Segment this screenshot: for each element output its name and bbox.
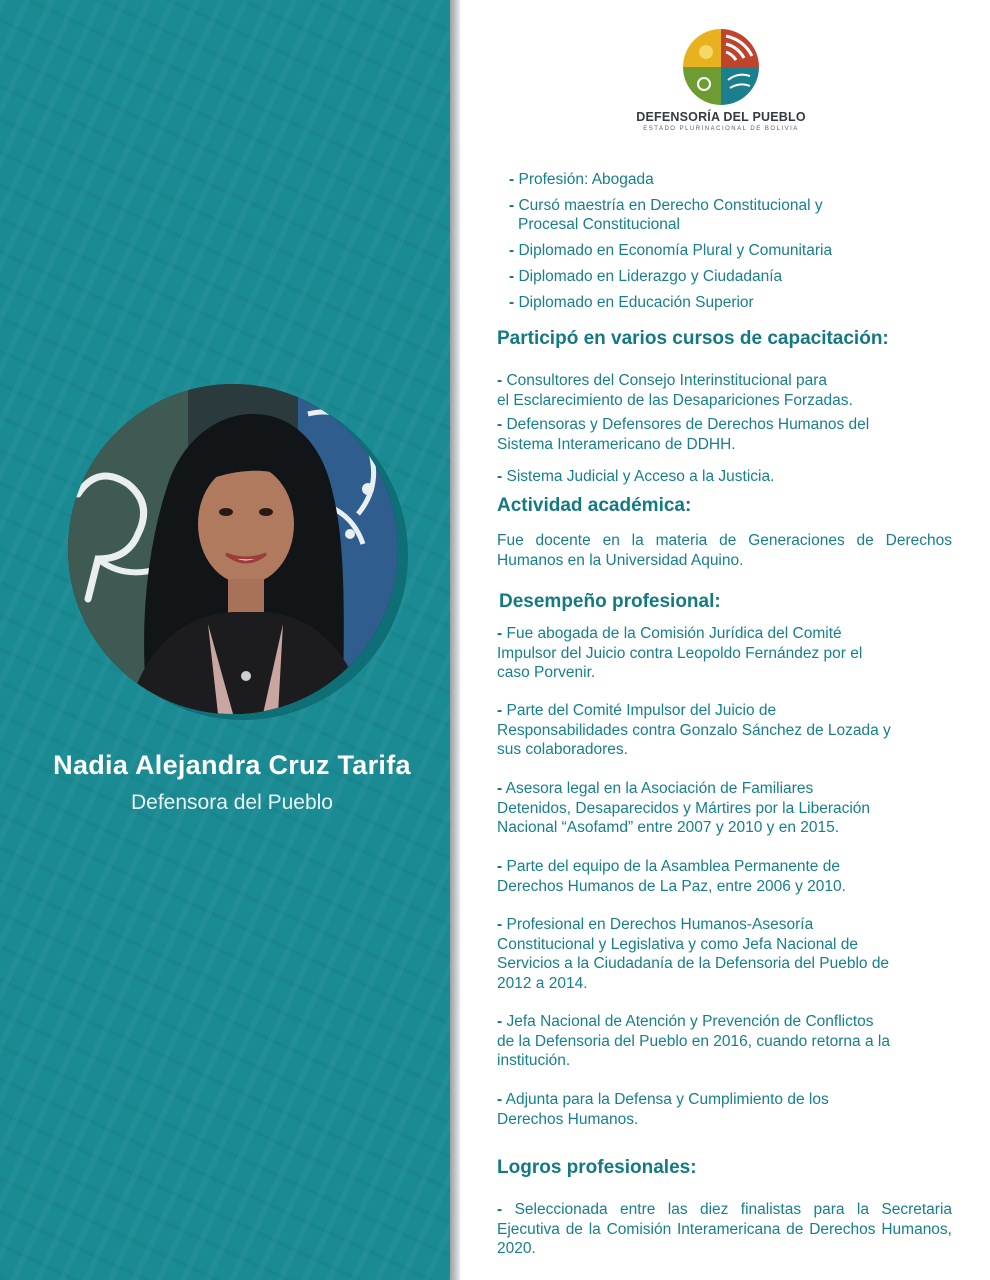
person-title: Defensora del Pueblo (131, 791, 333, 814)
section-heading-courses: Participó en varios cursos de capacitación: (497, 328, 889, 349)
section-heading-achievements: Logros profesionales: (497, 1157, 697, 1178)
logo-subtitle: ESTADO PLURINACIONAL DE BOLIVIA (643, 126, 799, 132)
list-item: - Parte del equipo de la Asamblea Permanente de Derechos Humanos de La Paz, entre 2006 y 2010. (497, 858, 846, 895)
list-item: - Profesión: Abogada (509, 171, 654, 188)
list-item: - Asesora legal en la Asociación de Familiares Detenidos, Desaparecidos y Mártires por la Liberación Nacional “Asofamd” entre 2007 y 2010 y en 2015. (497, 780, 871, 836)
list-item: - Fue abogada de la Comisión Jurídica del Comité Impulsor del Juicio contra Leopoldo Fernández por el caso Porvenir. (497, 625, 863, 681)
column-divider (450, 0, 460, 1280)
list-item: - Profesional en Derechos Humanos-Asesoría Constitucional y Legislativa y como Jefa Nacional de Servicios a la Ciudadanía de la Defensoria del Pueblo de 2012 a 2014. (497, 916, 890, 992)
list-item: - Adjunta para la Defensa y Cumplimiento de los Derechos Humanos. (497, 1091, 829, 1128)
section-heading-academic: Actividad académica: (497, 495, 692, 516)
list-item: - Consultores del Consejo Interinstitucional para el Esclarecimiento de las Desapariciones Forzadas. (497, 372, 853, 409)
portrait-frame (68, 384, 406, 722)
person-name: Nadia Alejandra Cruz Tarifa (53, 750, 411, 780)
profile-photo-illustration (68, 384, 398, 714)
defensoria-logo-icon (682, 28, 760, 106)
profile-photo (68, 384, 398, 714)
section-heading-professional: Desempeño profesional: (499, 591, 721, 612)
list-item-continuation: Procesal Constitucional (518, 216, 680, 233)
list-item: - Cursó maestría en Derecho Constitucional y (509, 197, 823, 214)
achievement-text: - Seleccionada entre las diez finalistas para la Secretaria Ejecutiva de la Comisión Interamericana de Derechos Humanos, 2020. (497, 1201, 953, 1257)
list-item: - Diplomado en Educación Superior (509, 294, 754, 311)
list-item: - Defensoras y Defensores de Derechos Humanos del Sistema Interamericano de DDHH. (497, 416, 870, 453)
list-item: - Parte del Comité Impulsor del Juicio de Responsabilidades contra Gonzalo Sánchez de Lozada y sus colaboradores. (497, 702, 891, 758)
left-panel (0, 0, 450, 1280)
logo-name: DEFENSORÍA DEL PUEBLO (636, 110, 806, 124)
list-item: - Diplomado en Liderazgo y Ciudadanía (509, 268, 783, 285)
list-item: - Jefa Nacional de Atención y Prevención de Conflictos de la Defensoria del Pueblo en 2016, cuando retorna a la institución. (497, 1013, 890, 1069)
list-item: - Sistema Judicial y Acceso a la Justicia. (497, 468, 775, 485)
logo (636, 28, 806, 140)
list-item: - Diplomado en Economía Plural y Comunitaria (509, 242, 833, 259)
academic-text: Fue docente en la materia de Generaciones de Derechos Humanos en la Universidad Aquino. (497, 532, 952, 569)
